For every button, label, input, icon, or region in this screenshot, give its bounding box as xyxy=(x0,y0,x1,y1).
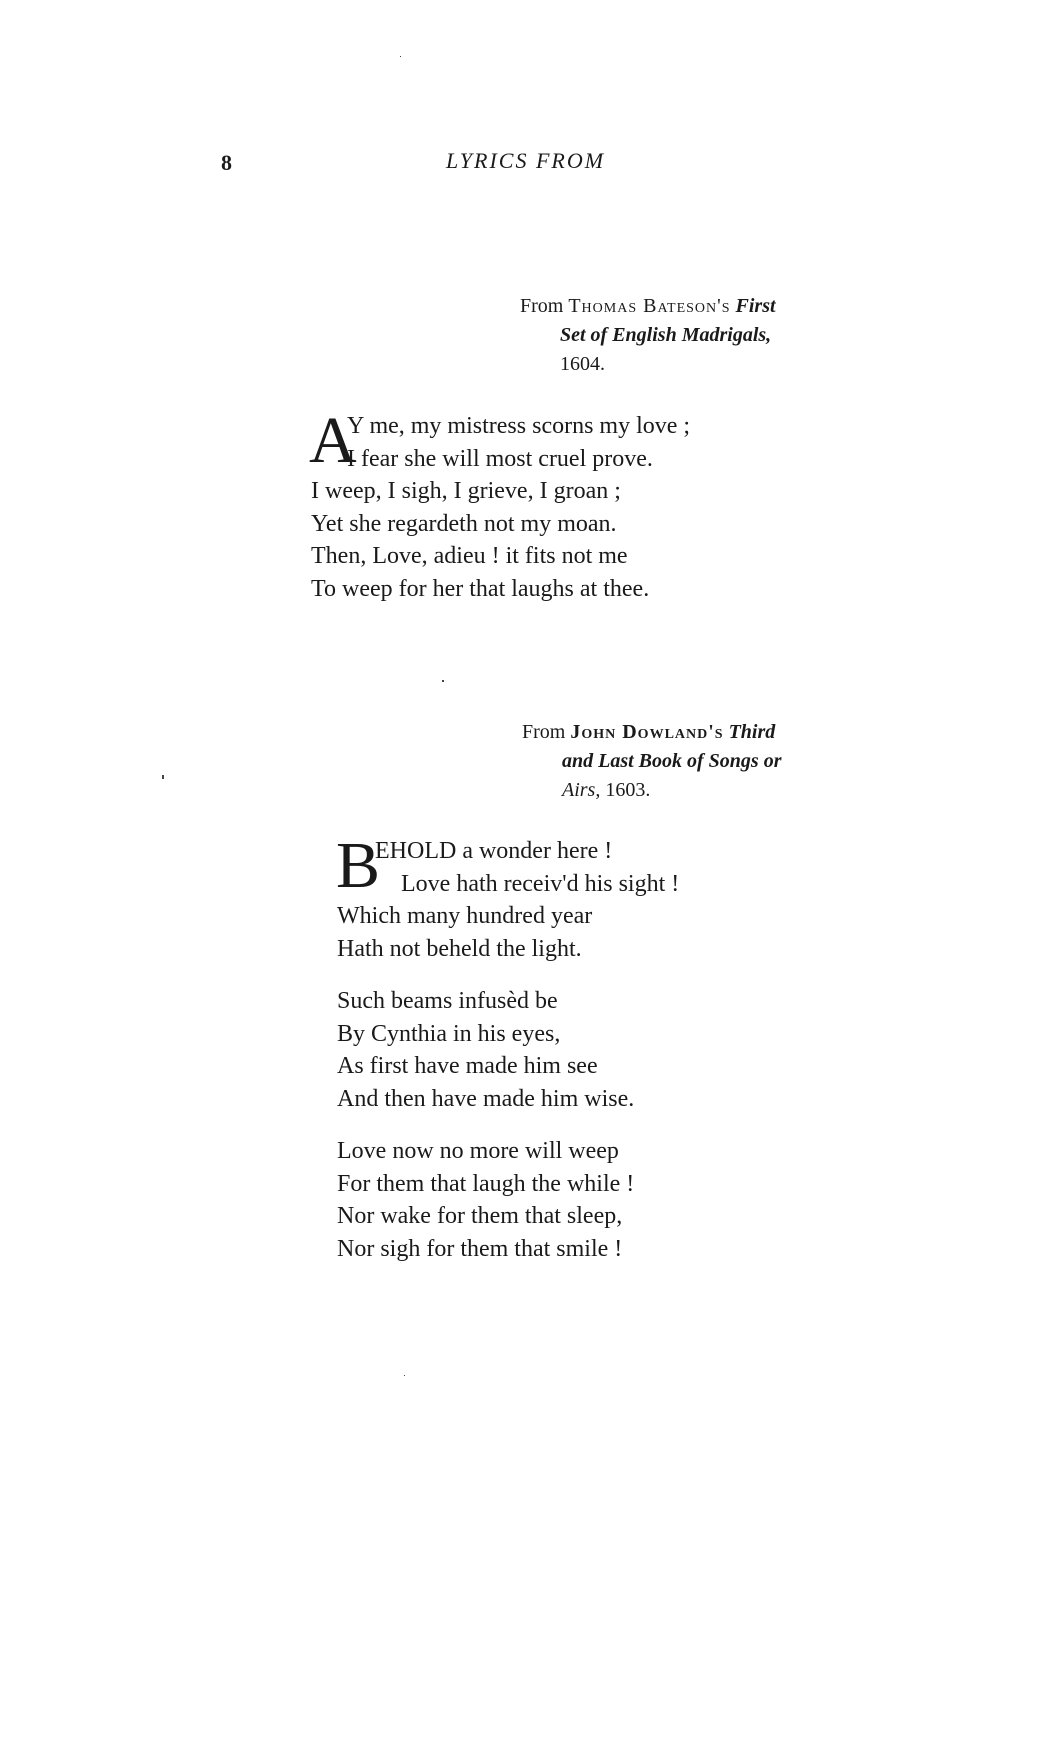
verse-line: By Cynthia in his eyes, xyxy=(337,1020,561,1047)
verse-line: Love hath receiv'd his sight ! xyxy=(401,870,680,897)
verse-line: I weep, I sigh, I grieve, I groan ; xyxy=(311,478,621,504)
verse-line: Which many hundred year xyxy=(337,903,593,929)
poem-2 xyxy=(336,829,680,1265)
verse-line: Y me, my mistress scorns my love ; xyxy=(347,413,691,439)
verse-line: And then have made him wise. xyxy=(337,1085,635,1112)
stanza xyxy=(337,1135,679,1265)
verse-line: EHOLD a wonder here ! xyxy=(375,838,613,864)
author-name: Thomas Bateson's xyxy=(568,295,731,317)
attribution-line-1: From Thomas Bateson's First xyxy=(520,295,776,317)
attribution-line-2: and Last Book of Songs or xyxy=(562,750,782,772)
page-number: 8 xyxy=(221,150,232,175)
verse-line: Hath not beheld the light. xyxy=(337,935,582,962)
verse-line: As first have made him see xyxy=(337,1053,598,1079)
verse-line: Such beams infusèd be xyxy=(337,988,558,1014)
scan-speck xyxy=(162,775,164,779)
running-title: LYRICS FROM xyxy=(446,148,606,173)
drop-cap: B xyxy=(336,829,381,902)
poem-1-attribution xyxy=(520,292,776,379)
verse-line: For them that laugh the while ! xyxy=(337,1170,635,1197)
verse-line: Yet she regardeth not my moan. xyxy=(311,510,617,537)
poem-1 xyxy=(309,404,691,605)
work-title-start: Third xyxy=(728,721,776,743)
scan-speck xyxy=(400,56,401,57)
scan-speck xyxy=(442,680,444,682)
poem-2-attribution xyxy=(522,718,782,805)
work-title-start: First xyxy=(735,295,776,317)
attribution-line-1: From John Dowland's Third xyxy=(522,721,776,743)
attribution-line-3: Airs, 1603. xyxy=(562,779,651,801)
stanza xyxy=(337,985,679,1115)
stanza xyxy=(336,829,680,965)
verse-line: I fear she will most cruel prove. xyxy=(347,445,653,472)
verse-line: Love now no more will weep xyxy=(337,1138,619,1164)
attribution-line-2: Set of English Madrigals, xyxy=(560,324,772,346)
verse-line: Nor wake for them that sleep, xyxy=(337,1203,623,1229)
verse-line: Then, Love, adieu ! it fits not me xyxy=(311,543,628,569)
attribution-line-3: 1604. xyxy=(560,353,605,375)
verse-line: To weep for her that laughs at thee. xyxy=(311,575,650,602)
drop-cap: A xyxy=(309,404,357,477)
author-name: John Dowland's xyxy=(570,721,724,743)
scan-speck xyxy=(404,1375,405,1376)
verse-line: Nor sigh for them that smile ! xyxy=(337,1235,623,1262)
